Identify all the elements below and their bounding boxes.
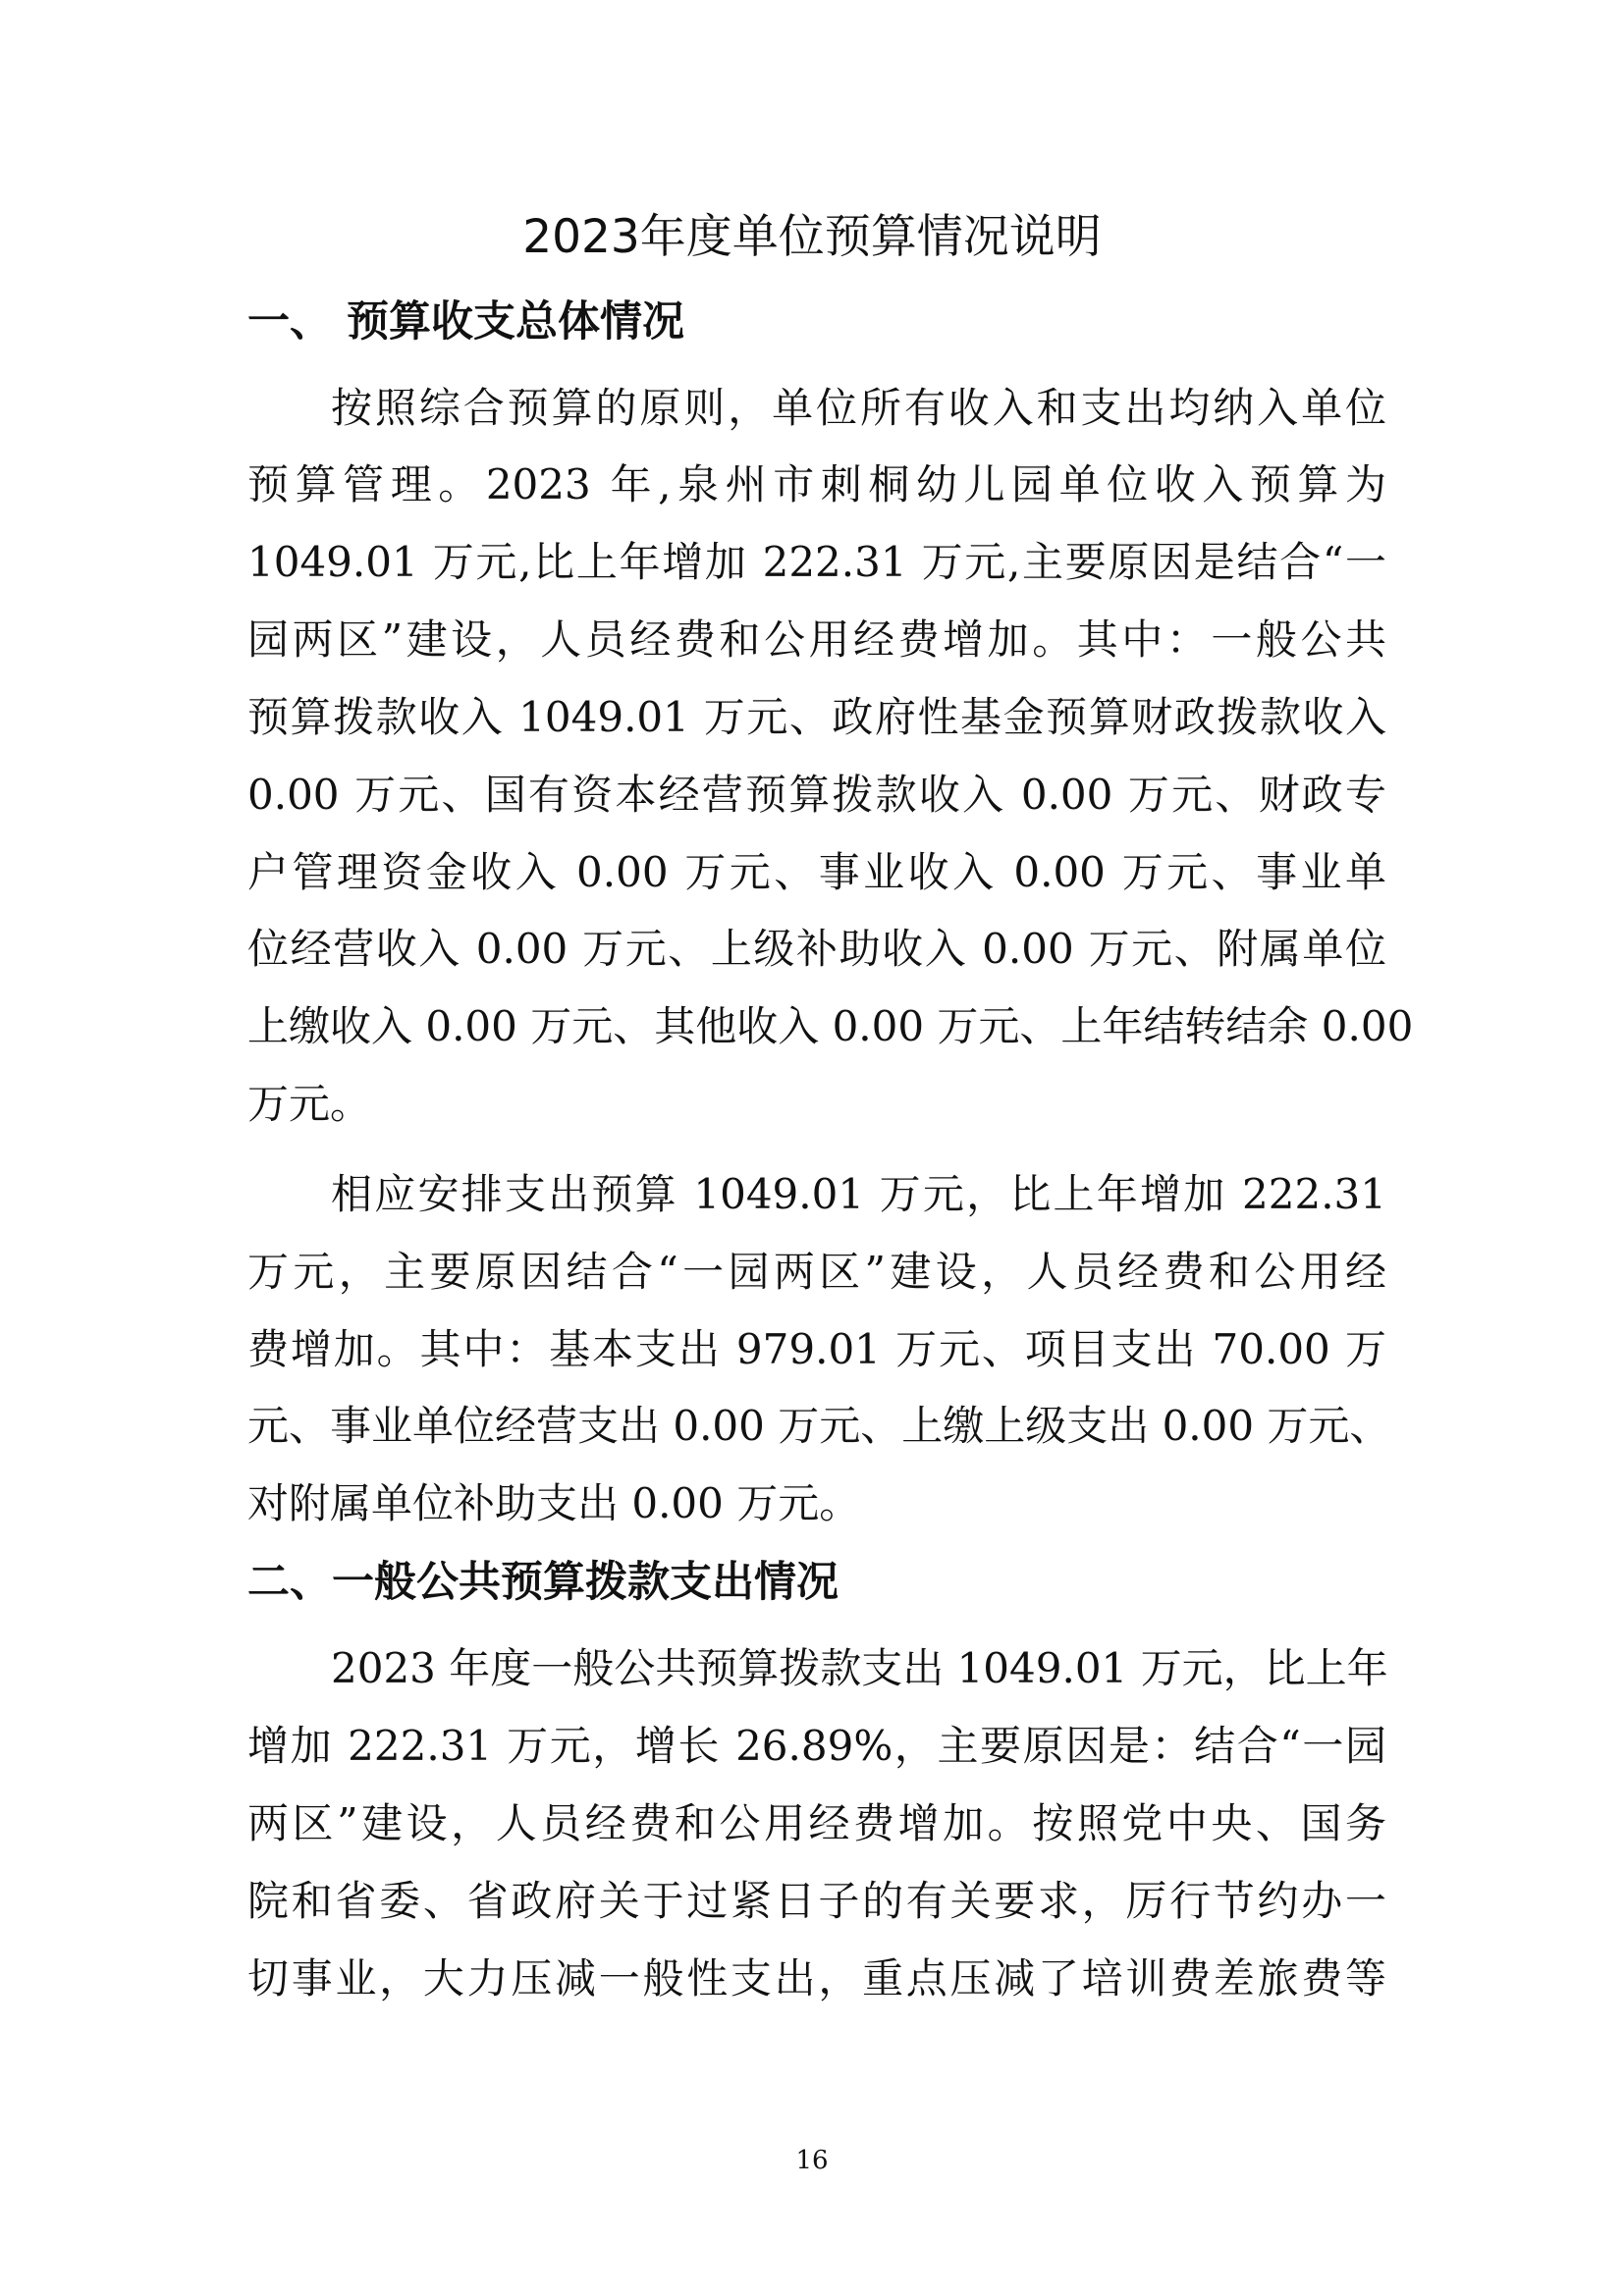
paragraph-line: 户管理资金收入 0.00 万元、事业收入 0.00 万元、事业单 [247, 848, 1386, 896]
paragraph-line: 费增加。其中：基本支出 979.01 万元、项目支出 70.00 万 [247, 1325, 1386, 1373]
paragraph-line: 元、事业单位经营支出 0.00 万元、上缴上级支出 0.00 万元、 [247, 1402, 1391, 1450]
paragraph-line: 2023 年度一般公共预算拨款支出 1049.01 万元，比上年 [331, 1644, 1388, 1692]
paragraph-line: 相应安排支出预算 1049.01 万元，比上年增加 222.31 [331, 1170, 1386, 1218]
paragraph-line: 万元，主要原因结合“一园两区”建设，人员经费和公用经 [247, 1248, 1386, 1296]
page-number: 16 [795, 2146, 829, 2175]
paragraph-line: 院和省委、省政府关于过紧日子的有关要求，厉行节约办一 [247, 1877, 1386, 1925]
paragraph-line: 万元。 [247, 1080, 372, 1128]
paragraph-line: 预算管理。2023 年,泉州市刺桐幼儿园单位收入预算为 [247, 460, 1386, 508]
paragraph-line: 切事业，大力压减一般性支出，重点压减了培训费差旅费等 [247, 1954, 1386, 2002]
section-heading-1: 一、 预算收支总体情况 [247, 297, 684, 347]
paragraph-line: 位经营收入 0.00 万元、上级补助收入 0.00 万元、附属单位 [247, 925, 1386, 973]
paragraph-line: 园两区”建设，人员经费和公用经费增加。其中：一般公共 [247, 615, 1386, 664]
paragraph-line: 0.00 万元、国有资本经营预算拨款收入 0.00 万元、财政专 [247, 771, 1386, 819]
page-title: 2023年度单位预算情况说明 [522, 210, 1102, 264]
paragraph-line: 增加 222.31 万元，增长 26.89%，主要原因是：结合“一园 [247, 1722, 1386, 1770]
paragraph-line: 预算拨款收入 1049.01 万元、政府性基金预算财政拨款收入 [247, 693, 1386, 741]
section-heading-2: 二、一般公共预算拨款支出情况 [247, 1558, 839, 1607]
paragraph-line: 1049.01 万元,比上年增加 222.31 万元,主要原因是结合“一 [247, 538, 1386, 586]
paragraph-line: 按照综合预算的原则，单位所有收入和支出均纳入单位 [331, 384, 1386, 432]
paragraph-line: 上缴收入 0.00 万元、其他收入 0.00 万元、上年结转结余 0.00 [247, 1002, 1414, 1050]
paragraph-line: 对附属单位补助支出 0.00 万元。 [247, 1479, 861, 1527]
paragraph-line: 两区”建设，人员经费和公用经费增加。按照党中央、国务 [247, 1799, 1386, 1847]
